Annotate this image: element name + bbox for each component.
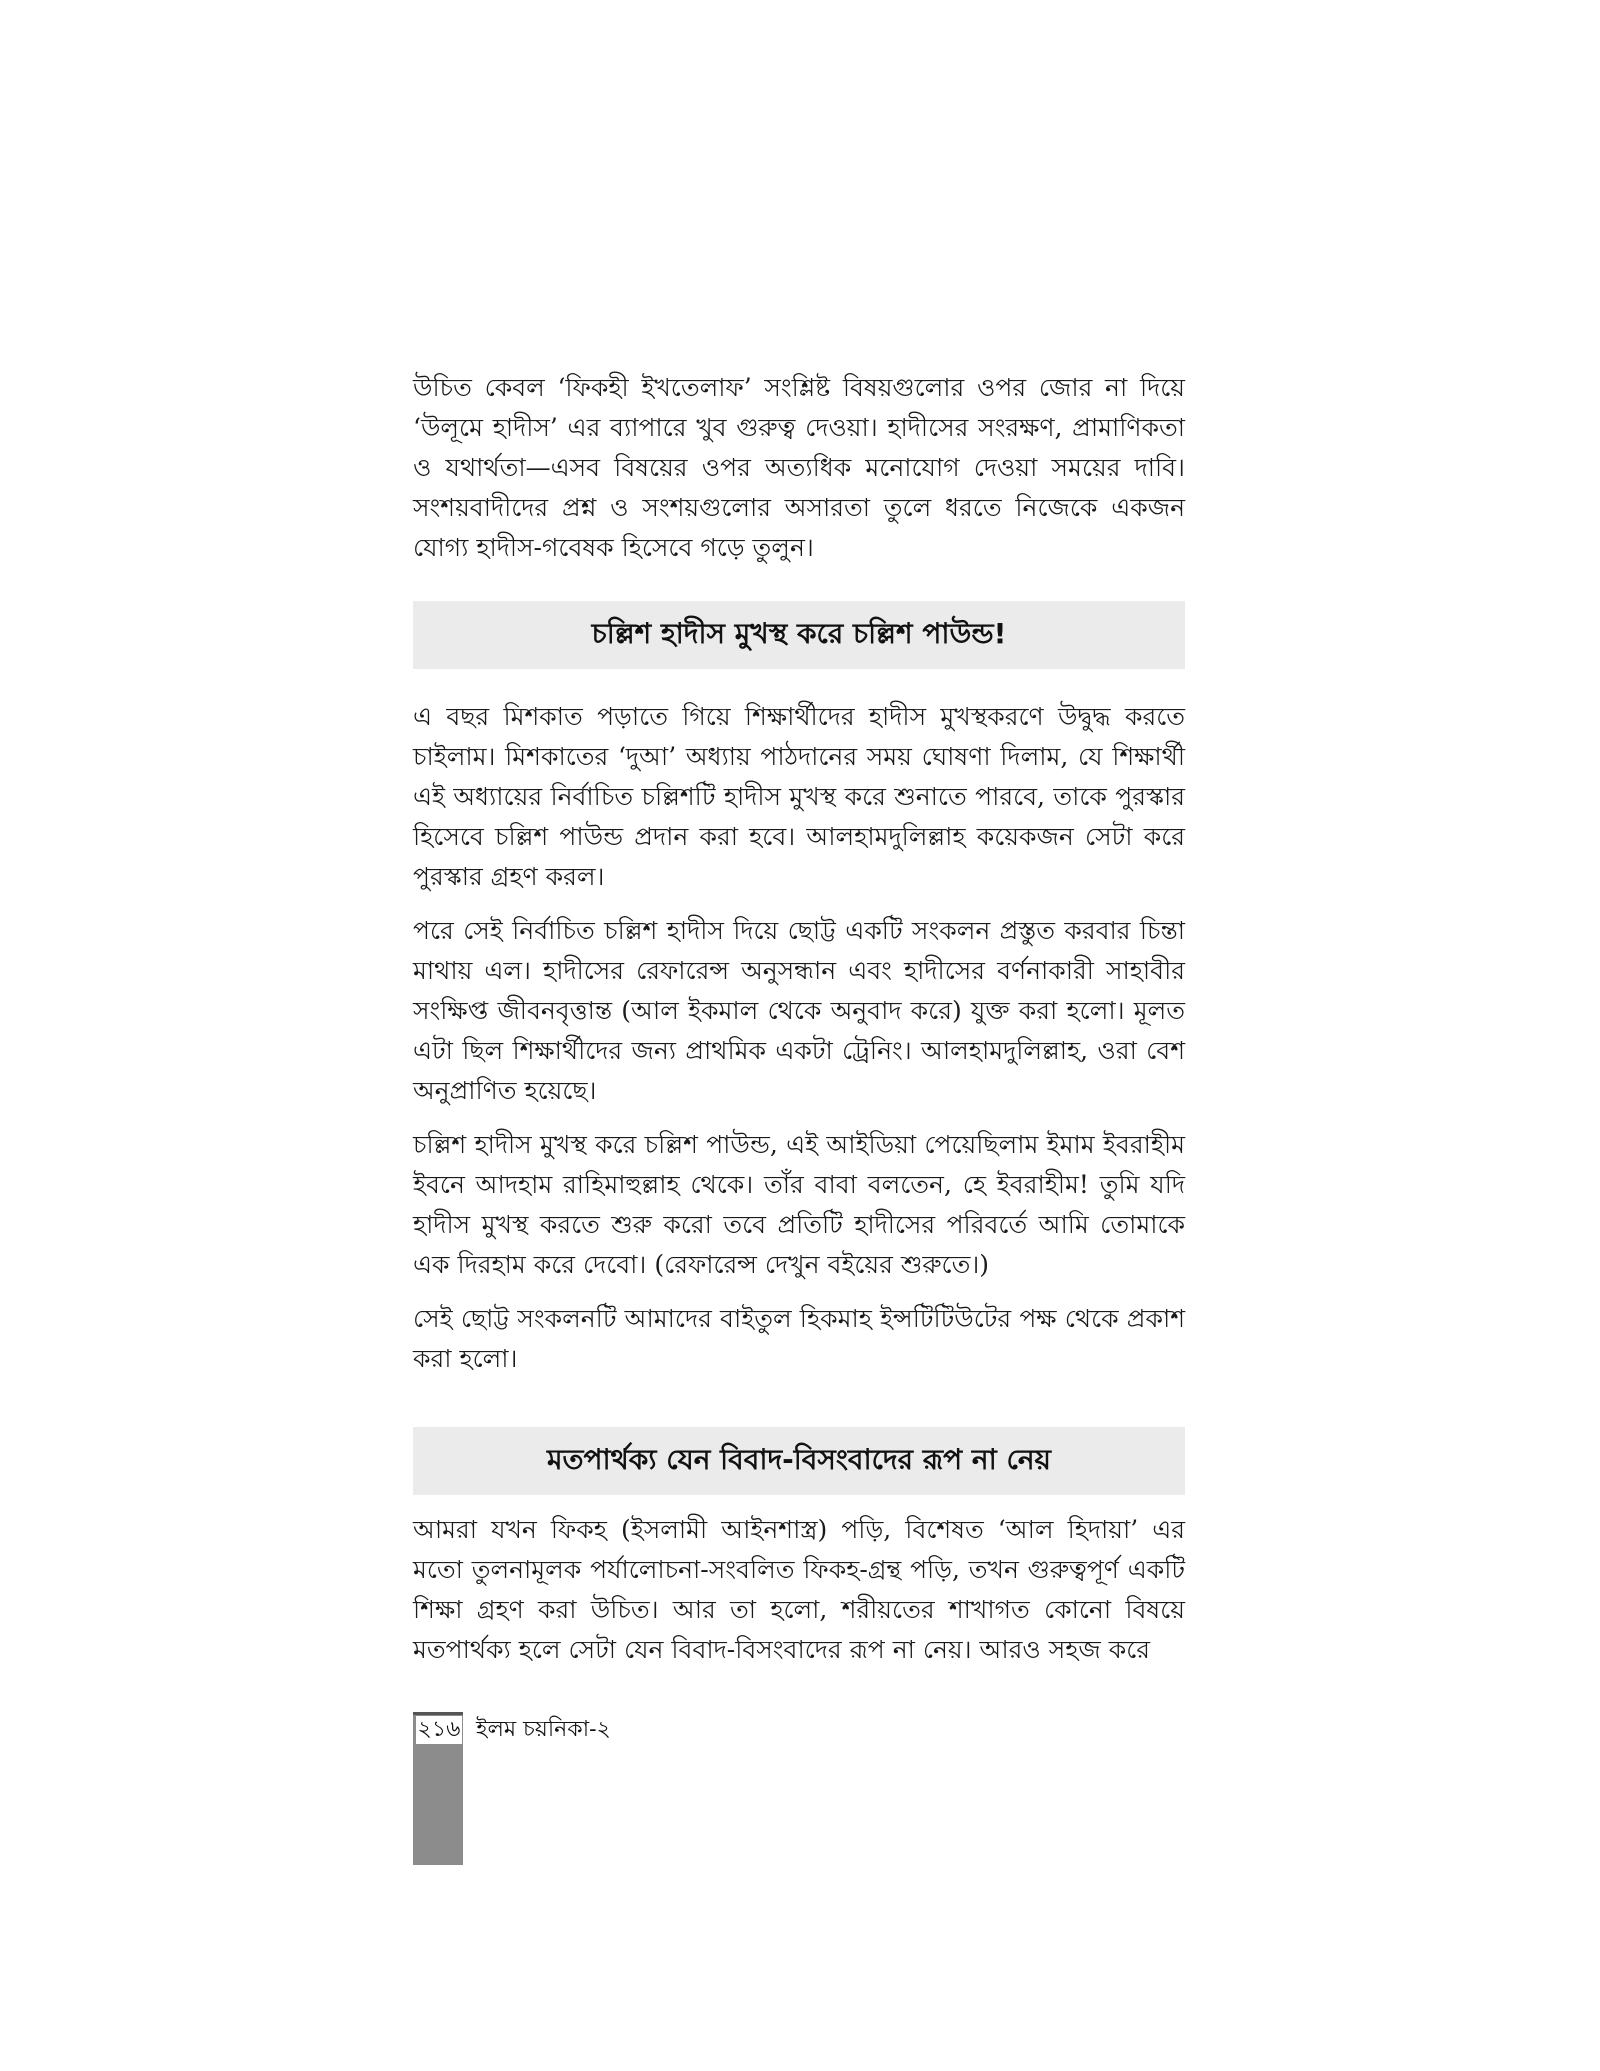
section-1-paragraph: সেই ছোট্ট সংকলনটি আমাদের বাইতুল হিকমাহ ইন্সটিটিউটের পক্ষ থেকে প্রকাশ করা হলো। — [413, 1304, 1185, 1373]
section-1-paragraph: এ বছর মিশকাত পড়াতে গিয়ে শিক্ষার্থীদের হাদীস মুখস্থকরণে উদ্বুদ্ধ করতে চাইলাম। মিশকাতের ‘দুআ’ অধ্যায় পাঠদানের সময় ঘোষণা দিলাম, যে শিক্ষার্থী এই অধ্যায়ের নির্বাচিত চল্লিশটি হাদীস মুখস্থ করে শুনাতে পারবে, তাকে পুরস্কার হিসেবে চল্লিশ পাউন্ড প্রদান করা হবে। আলহামদুলিল্লাহ কয়েকজন সেটা করে পুরস্কার গ্রহণ করল। — [413, 702, 1185, 891]
section-2-body — [413, 1510, 1185, 1670]
section-2-paragraph: আমরা যখন ফিকহ (ইসলামী আইনশাস্ত্র) পড়ি, বিশেষত ‘আল হিদায়া’ এর মতো তুলনামূলক পর্যালোচনা-সংবলিত ফিকহ-গ্রন্থ পড়ি, তখন গুরুত্বপূর্ণ একটি শিক্ষা গ্রহণ করা উচিত। আর তা হলো, শরীয়তের শাখাগত কোনো বিষয়ে মতপার্থক্য হলে সেটা যেন বিবাদ-বিসংবাদের রূপ না নেয়। আরও সহজ করে — [413, 1515, 1185, 1664]
section-heading-1-text: চল্লিশ হাদীস মুখস্থ করে চল্লিশ পাউন্ড! — [591, 616, 1007, 650]
section-1-body — [413, 697, 1185, 1379]
intro-block — [413, 368, 1185, 568]
section-1-paragraph: পরে সেই নির্বাচিত চল্লিশ হাদীস দিয়ে ছোট্ট একটি সংকলন প্রস্তুত করবার চিন্তা মাথায় এল। হাদীসের রেফারেন্স অনুসন্ধান এবং হাদীসের বর্ণনাকারী সাহাবীর সংক্ষিপ্ত জীবনবৃত্তান্ত (আল ইকমাল থেকে অনুবাদ করে) যুক্ত করা হলো। মূলত এটা ছিল শিক্ষার্থীদের জন্য প্রাথমিক একটা ট্রেনিং। আলহামদুলিল্লাহ, ওরা বেশ অনুপ্রাণিত হয়েছে। — [413, 916, 1185, 1105]
page-number: ২১৬ — [417, 1717, 461, 1742]
section-heading-1 — [413, 601, 1185, 669]
page-tab-rule — [413, 1712, 463, 1715]
running-title: ইলম চয়নিকা-২ — [476, 1717, 611, 1742]
section-1-paragraph: চল্লিশ হাদীস মুখস্থ করে চল্লিশ পাউন্ড, এই আইডিয়া পেয়েছিলাম ইমাম ইবরাহীম ইবনে আদহাম রাহিমাহুল্লাহ থেকে। তাঁর বাবা বলতেন, হে ইবরাহীম! তুমি যদি হাদীস মুখস্থ করতে শুরু করো তবে প্রতিটি হাদীসের পরিবর্তে আমি তোমাকে এক দিরহাম করে দেবো। (রেফারেন্স দেখুন বইয়ের শুরুতে।) — [413, 1130, 1185, 1279]
section-heading-2 — [413, 1427, 1185, 1495]
section-heading-2-text: মতপার্থক্য যেন বিবাদ-বিসংবাদের রূপ না নেয় — [546, 1442, 1052, 1476]
intro-paragraph: উচিত কেবল ‘ফিকহী ইখতেলাফ’ সংশ্লিষ্ট বিষয়গুলোর ওপর জোর না দিয়ে ‘উলূমে হাদীস’ এর ব্যাপারে খুব গুরুত্ব দেওয়া। হাদীসের সংরক্ষণ, প্রামাণিকতা ও যথার্থতা—এসব বিষয়ের ওপর অত্যধিক মনোযোগ দেওয়া সময়ের দাবি। সংশয়বাদীদের প্রশ্ন ও সংশয়গুলোর অসারতা তুলে ধরতে নিজেকে একজন যোগ্য হাদীস-গবেষক হিসেবে গড়ে তুলুন। — [413, 373, 1185, 562]
